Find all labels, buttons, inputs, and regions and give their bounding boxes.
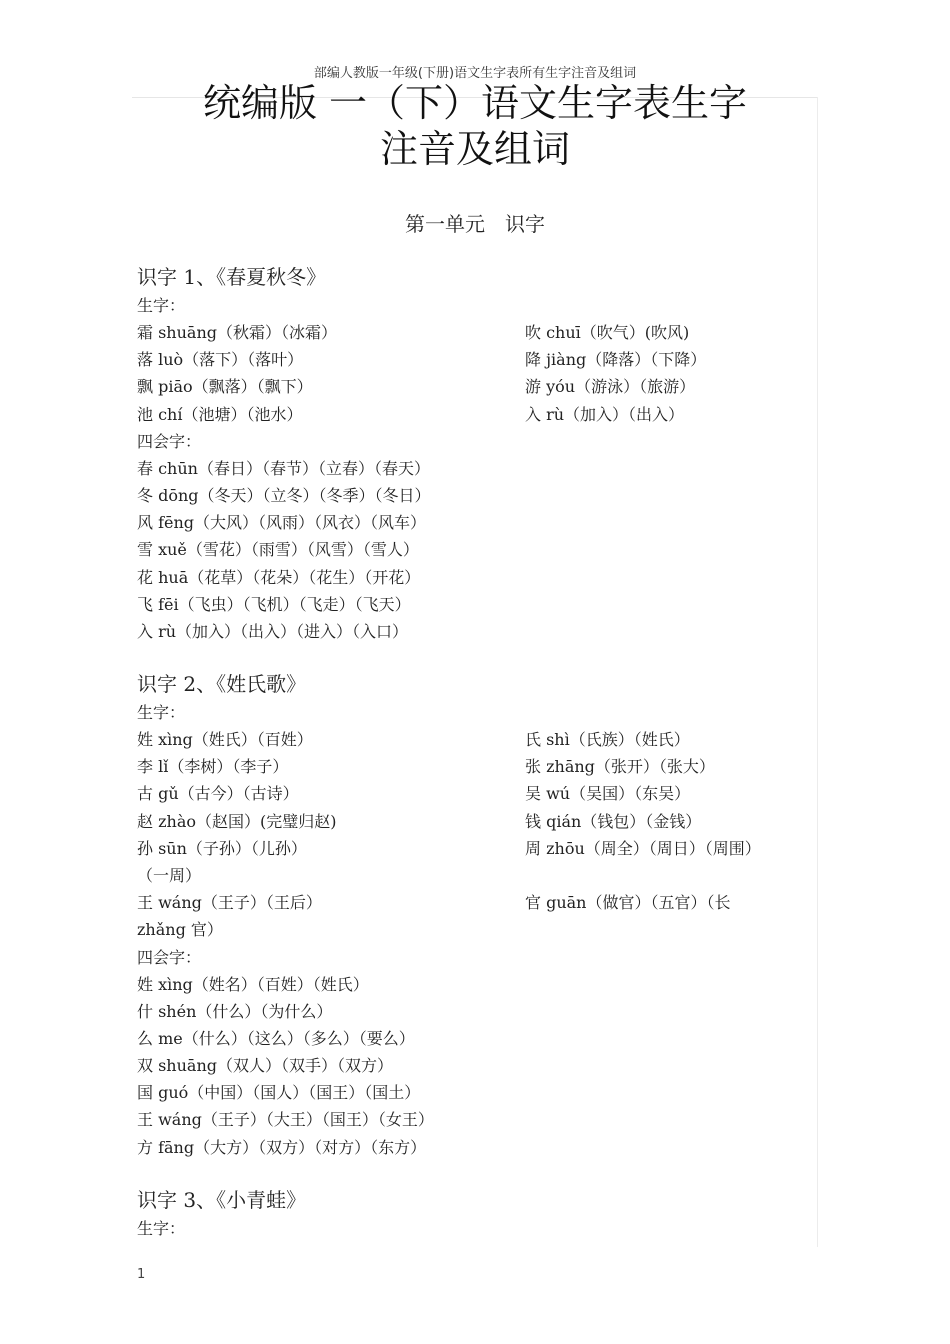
shengzi-entry: zhǎng 官）	[137, 920, 223, 940]
title-line-1: 统编版 一（下）语文生字表生字	[202, 81, 748, 125]
lesson-1-title: 识字 1、《春夏秋冬》	[137, 265, 327, 289]
lesson-1-sihui-label: 四会字：	[137, 431, 202, 451]
sihui-entry: 雪 xuě（雪花）（雨雪）（风雪）（雪人）	[137, 540, 419, 560]
sihui-entry: 入 rù（加入）（出入）（进入）（入口）	[137, 621, 409, 641]
lesson-3-section	[137, 1185, 837, 1242]
shengzi-row	[137, 753, 837, 780]
shengzi-row	[137, 835, 837, 862]
shengzi-entry: 池 chí（池塘）（池水）	[137, 404, 303, 424]
shengzi-entry: 游 yóu（游泳）（旅游）	[525, 377, 696, 397]
shengzi-entry: 吹 chuī（吹气）(吹风)	[525, 323, 690, 342]
sihui-entry: 春 chūn（春日）（春节）（立春）（春天）	[137, 458, 430, 478]
lesson-1-shengzi-label: 生字：	[137, 296, 186, 315]
shengzi-entry: 官 guān（做官）（五官）（长	[525, 893, 731, 913]
shengzi-entry: 周 zhōu（周全）（周日）（周围）	[525, 838, 761, 858]
page-number: 1	[137, 1267, 146, 1282]
shengzi-entry: 姓 xìng（姓氏）（百姓）	[137, 730, 313, 749]
lesson-1-section	[137, 262, 837, 645]
shengzi-row	[137, 862, 837, 889]
lesson-3-shengzi-label: 生字：	[137, 1219, 186, 1238]
sihui-entry: 什 shén（什么）（为什么）	[137, 1001, 333, 1021]
shengzi-entry: 落 luò（落下）（落叶）	[137, 350, 304, 370]
shengzi-entry: 古 gǔ（古今）（古诗）	[137, 784, 299, 804]
shengzi-row	[137, 780, 837, 807]
shengzi-entry: 霜 shuāng（秋霜）（冰霜）	[137, 323, 337, 342]
lesson-2-title: 识字 2、《姓氏歌》	[137, 672, 307, 696]
shengzi-entry: 降 jiàng（降落）（下降）	[525, 350, 707, 370]
shengzi-entry: 孙 sūn（子孙）（儿孙）	[137, 838, 307, 858]
sihui-entry: 姓 xìng（姓名）（百姓）（姓氏）	[137, 974, 369, 994]
shengzi-entry: 钱 qián（钱包）（金钱）	[525, 811, 702, 831]
title-line-2: 注音及组词	[379, 127, 570, 171]
shengzi-entry: 张 zhāng（张开）（张大）	[525, 757, 715, 777]
shengzi-entry: 入 rù（加入）（出入）	[525, 404, 685, 424]
shengzi-row	[137, 889, 837, 916]
shengzi-row	[137, 401, 837, 428]
shengzi-entry: 赵 zhào（赵国）(完璧归赵)	[137, 811, 337, 831]
shengzi-row	[137, 808, 837, 835]
shengzi-row	[137, 726, 837, 753]
sihui-entry: 方 fāng（大方）（双方）（对方）（东方）	[137, 1137, 427, 1157]
sihui-entry: 花 huā（花草）（花朵）（花生）（开花）	[137, 567, 421, 587]
shengzi-row	[137, 916, 837, 943]
shengzi-row	[137, 319, 837, 346]
sihui-entry: 冬 dōng（冬天）（立冬）（冬季）（冬日）	[137, 485, 431, 505]
sihui-entry: 国 guó（中国）（国人）（国王）（国土）	[137, 1083, 421, 1103]
lesson-2-shengzi-label: 生字：	[137, 703, 186, 722]
shengzi-entry: 氏 shì（氏族）（姓氏）	[525, 730, 690, 749]
lesson-3-title: 识字 3、《小青蛙》	[137, 1188, 307, 1212]
shengzi-entry: 李 lǐ（李树）（李子）	[137, 757, 289, 777]
shengzi-row	[137, 373, 837, 400]
shengzi-entry: 吴 wú（吴国）（东吴）	[525, 784, 691, 804]
sihui-entry: 双 shuāng（双人）（双手）（双方）	[137, 1056, 393, 1076]
lesson-2-section	[137, 669, 837, 1161]
unit-title: 第一单元 识字	[405, 212, 545, 236]
shengzi-entry: （一周）	[137, 865, 202, 885]
sihui-entry: 么 me（什么）（这么）（多么）（要么）	[137, 1028, 415, 1048]
document-title	[0, 80, 950, 172]
sihui-entry: 飞 fēi（飞虫）（飞机）（飞走）（飞天）	[137, 594, 411, 614]
shengzi-entry: 王 wáng（王子）（王后）	[137, 893, 322, 913]
sihui-entry: 风 fēng（大风）（风雨）（风衣）（风车）	[137, 513, 427, 533]
lesson-2-sihui-label: 四会字：	[137, 947, 202, 967]
shengzi-row	[137, 346, 837, 373]
sihui-entry: 王 wáng（王子）（大王）（国王）（女王）	[137, 1110, 434, 1130]
running-header: 部编人教版一年级(下册)语文生字表所有生字注音及组词	[313, 66, 637, 81]
shengzi-entry: 飘 piāo（飘落）（飘下）	[137, 377, 313, 397]
